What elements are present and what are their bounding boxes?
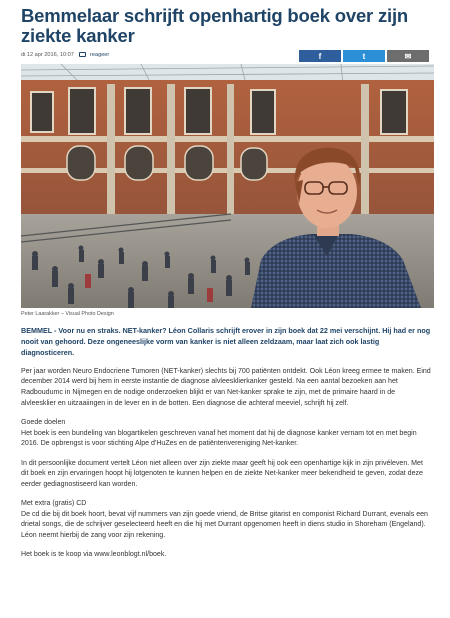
facebook-icon: f bbox=[318, 51, 322, 61]
comment-link[interactable]: reageer bbox=[90, 52, 110, 58]
share-buttons bbox=[299, 50, 429, 62]
facebook-share-button[interactable] bbox=[299, 50, 341, 62]
article-date: di 12 apr 2016, 10:07 bbox=[21, 52, 74, 58]
article-section bbox=[21, 499, 431, 541]
photo-caption: Peter Laarakker – Visual Photo Design bbox=[21, 311, 114, 317]
article-paragraph: De cd die bij dit boek hoort, bevat vijf nummers van zijn goede vriend, de Britse gitarist en componist Richard Durrant, evenals een drietal songs, die de schrijver geselecteerd heeft en die hij met Durrant opgenomen heeft in diens studio in Shoreham (Engeland). Léon neemt hierbij de zang voor zijn rekening. bbox=[21, 510, 428, 539]
article-paragraph: Per jaar worden Neuro Endocriene Tumoren (NET-kanker) slechts bij 700 patiënten ontdekt. Ook Léon kreeg ermee te maken. Eind december 2014 werd bij hem in eerste instantie de diagnose alvleesklierkanker gesteld. Na een aantal bezoeken aan het Radboudumc in Nijmegen en de nodige onderzoeken blijkt er van Net-kanker sprake te zijn, met de primaire haard in de alvleesklier en uitzaaiingen in de lever en in de botten. Een diagnose die achteraf meeviel, schrijft hij zelf. bbox=[21, 367, 431, 407]
article-meta bbox=[21, 52, 109, 58]
mail-icon: ✉ bbox=[404, 51, 412, 61]
twitter-share-button[interactable] bbox=[343, 50, 385, 62]
comment-icon[interactable] bbox=[79, 52, 86, 57]
article-photo bbox=[21, 64, 434, 308]
article-body bbox=[21, 325, 431, 570]
article-lead: BEMMEL - Voor nu en straks. NET-kanker? Léon Collaris schrijft erover in zijn boek dat 22 mei verschijnt. Hij had er nog nooit van gehoord. Deze ongeneeslijke vorm van kanker is niet alleen zeldzaam, maar laat zich ook lastig diagnosticeren. bbox=[21, 326, 431, 357]
twitter-icon: t bbox=[362, 51, 366, 61]
section-heading: Met extra (gratis) CD bbox=[21, 500, 87, 508]
article-paragraph: In dit persoonlijke document vertelt Léon niet alleen over zijn ziekte maar geeft hij ook een openhartige kijk in zijn privéleven. Met dit boek en zijn ervaringen hoopt hij lotgenoten te kunnen helpen en de ziekte Net-kanker meer bekendheid te geven, zodat deze eerder gediagnostiseerd kan worden. bbox=[21, 459, 423, 488]
article-headline: Bemmelaar schrijft openhartig boek over zijn ziekte kanker bbox=[21, 5, 408, 46]
article-paragraph: Het boek is een bundeling van blogartikelen geschreven vanaf het moment dat hij de diagnose kanker vernam tot en met begin 2016. De opbrengst is voor stichting Alpe d'HuZes en de patiëntenvereniging Net-kanker. bbox=[21, 429, 417, 448]
article-section bbox=[21, 418, 431, 450]
section-heading: Goede doelen bbox=[21, 418, 66, 426]
article-paragraph: Het boek is te koop via www.leonblogt.nl/boek. bbox=[21, 551, 167, 559]
mail-share-button[interactable] bbox=[387, 50, 429, 62]
